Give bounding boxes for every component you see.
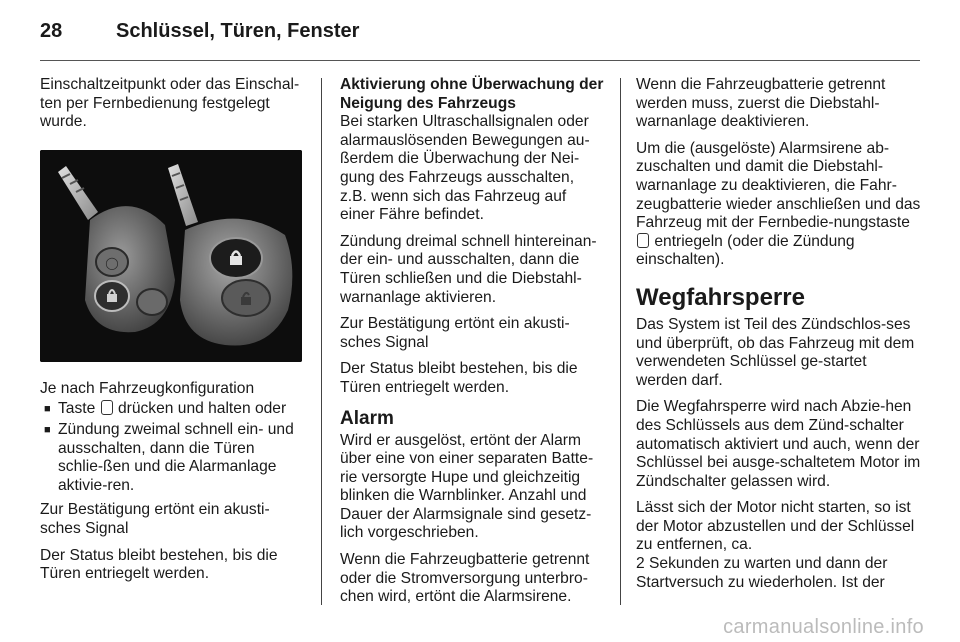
page-header xyxy=(0,0,960,62)
paragraph: 2 Sekunden zu warten und dann der Startversuch zu wiederholen. Ist der xyxy=(636,555,888,591)
key-fob-illustration xyxy=(40,150,302,362)
column-1 xyxy=(40,76,302,592)
svg-text:◯: ◯ xyxy=(105,255,119,270)
paragraph: Der Status bleibt bestehen, bis die Türen entriegelt werden. xyxy=(340,360,578,396)
bullet1-pre: Taste xyxy=(58,400,96,418)
page-number: 28 xyxy=(40,20,63,42)
paragraph: Die Wegfahrsperre wird nach Abzie-hen des Schlüssels aus dem Zünd-schalter automatisch aktiviert und auch, wenn der Schlüssel bei ausge-schaltetem Motor im Zündschalter gelassen wird. xyxy=(636,398,921,490)
list-item xyxy=(40,400,302,419)
chapter-title: Schlüssel, Türen, Fenster xyxy=(116,20,360,42)
lead-text: Je nach Fahrzeugkonfiguration xyxy=(40,379,255,397)
column-3 xyxy=(636,76,922,600)
paragraph: Zündung dreimal schnell hintereinan-der ein- und ausschalten, dann die Türen schließen und die Diebstahl-warnanlage aktivieren. xyxy=(340,232,597,306)
header-rule xyxy=(40,60,920,61)
list-item: ■ Zündung zweimal schnell ein- und ausschalten, dann die Türen schlie-ßen und die Alarmanlage aktivie-ren. xyxy=(40,421,302,495)
option-list xyxy=(40,400,302,495)
column-divider xyxy=(321,78,322,605)
unlock-text-post: entriegeln (oder die Zündung einschalten). xyxy=(636,232,855,269)
confirm-paragraph: Zur Bestätigung ertönt ein akusti-sches Signal xyxy=(40,501,270,537)
lock-button-icon xyxy=(101,400,113,415)
bullet1-post: drücken und halten oder xyxy=(117,400,287,418)
paragraph-unlock xyxy=(636,140,922,270)
key-fob-image xyxy=(40,150,302,362)
status-paragraph: Der Status bleibt bestehen, bis die Türen entriegelt werden. xyxy=(40,546,278,583)
paragraph: Wenn die Fahrzeugbatterie getrennt oder die Stromversorgung unterbro-chen wird, ertönt die Alarmsirene. xyxy=(340,551,590,606)
column-divider xyxy=(620,78,621,605)
paragraph: Bei starken Ultraschallsignalen oder alarmauslösenden Bewegungen au-ßerdem die Überwachung der Nei-gung des Fahrzeugs ausschalten, z.B. wenn sich das Fahrzeug auf einer Fähre befindet. xyxy=(340,113,590,224)
column-2 xyxy=(340,76,604,615)
right-key-fob xyxy=(180,218,292,345)
heading-alarm: Alarm xyxy=(340,407,394,429)
unlock-text-pre: Um die (ausgelöste) Alarmsirene ab-zuschalten und damit die Diebstahl-warnanlage zu deaktivieren, die Fahr-zeugbatterie wieder anschließen und das Fahrzeug mit der Fernbedie-nungstaste xyxy=(636,139,921,232)
paragraph: Lässt sich der Motor nicht starten, so ist der Motor abzustellen und der Schlüssel zu entfernen, ca. xyxy=(636,499,915,554)
heading-activation: Aktivierung ohne Überwachung der Neigung des Fahrzeugs xyxy=(340,76,604,112)
intro-paragraph: Einschaltzeitpunkt oder das Einschal-ten per Fernbedienung festgelegt wurde. xyxy=(40,76,300,131)
heading-immobilizer: Wegfahrsperre xyxy=(636,283,805,311)
paragraph: Zur Bestätigung ertönt ein akusti-sches Signal xyxy=(340,315,570,351)
paragraph: Wird er ausgelöst, ertönt der Alarm über eine von einer separaten Batte-rie versorgte Hupe und gleichzeitig blinken die Warnblinker. Anzahl und Dauer der Alarmsignale sind gesetz-lich vorgeschrieben. xyxy=(340,431,594,542)
watermark: carmanualsonline.info xyxy=(723,616,924,638)
paragraph: Das System ist Teil des Zündschlos-ses und überprüft, ob das Fahrzeug mit dem verwendeten Schlüssel ge-startet werden darf. xyxy=(636,315,915,389)
paragraph: Wenn die Fahrzeugbatterie getrennt werden muss, zuerst die Diebstahl-warnanlage deaktivieren. xyxy=(636,76,886,131)
unlock-button-icon xyxy=(637,233,649,248)
left-key-fob xyxy=(85,206,175,332)
